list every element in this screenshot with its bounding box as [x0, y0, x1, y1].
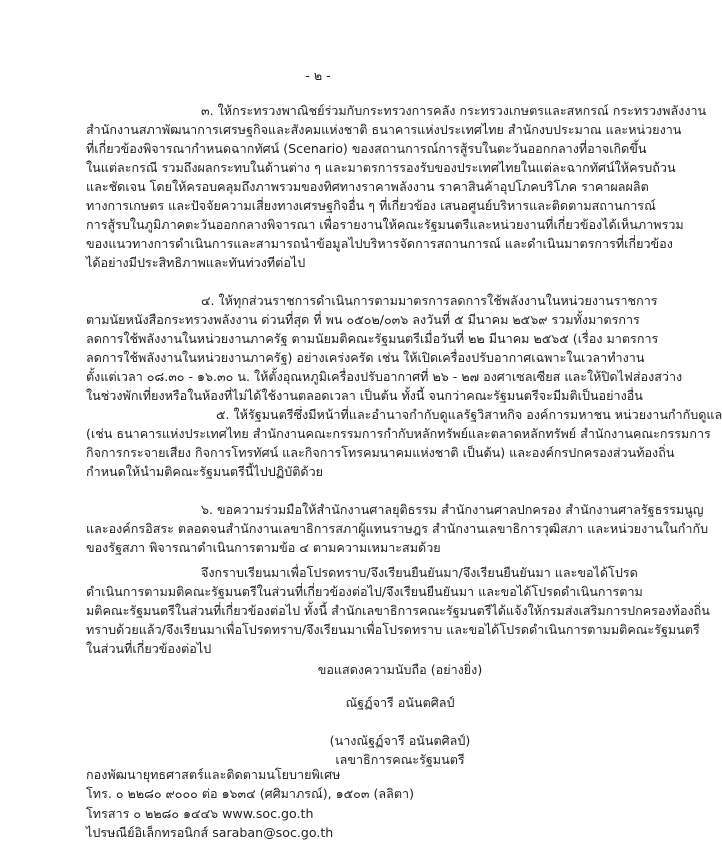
paragraph-line: กำหนดให้นำมติคณะรัฐมนตรีนี้ไปปฏิบัติด้วย: [86, 464, 324, 479]
paragraph-line: ๓. ให้กระทรวงพาณิชย์ร่วมกับกระทรวงการคลัง กระทรวงเกษตรและสหกรณ์ กระทรวงพลังงาน: [201, 103, 707, 118]
paragraph-6: [86, 500, 709, 557]
paragraph-line: (เช่น ธนาคารแห่งประเทศไทย สำนักงานคณะกรรมการกำกับหลักทรัพย์และตลาดหลักทรัพย์ สำนักงานคณะกรรมการ: [86, 426, 711, 441]
paragraph-line: ลดการใช้พลังงานในหน่วยงานภาครัฐ ตามนัยมติคณะรัฐมนตรีเมื่อวันที่ ๒๒ มีนาคม ๒๕๖๕ (เรื่อง มาตรการ: [86, 331, 659, 346]
paragraph-4: [86, 291, 683, 405]
paragraph-7: [86, 563, 710, 658]
paragraph-line: ในช่วงพักเที่ยงหรือในห้องที่ไม่ได้ใช้งานตลอดเวลา เป็นต้น ทั้งนี้ จนกว่าคณะรัฐมนตรีจะมีมติเป็นอย่างอื่น: [86, 388, 643, 403]
paragraph-line: ทราบด้วยแล้ว/จึงเรียนมาเพื่อโปรดทราบ/จึงเรียนมาเพื่อโปรดทราบ และขอได้โปรดดำเนินการตามมติคณะรัฐมนตรี: [86, 622, 700, 637]
paragraph-line: ๖. ขอความร่วมมือให้สำนักงานศาลยุติธรรม สำนักงานศาลปกครอง สำนักงานศาลรัฐธรรมนูญ: [201, 502, 704, 517]
paragraph-5: [86, 405, 722, 481]
paragraph-line: ๔. ให้ทุกส่วนราชการดำเนินการตามมาตรการลดการใช้พลังงานในหน่วยงานราชการ: [201, 293, 658, 308]
paragraph-line: สำนักงานสภาพัฒนาการเศรษฐกิจและสังคมแห่งชาติ ธนาคารแห่งประเทศไทย สำนักงบประมาณ และหน่วยงาน: [86, 122, 682, 137]
paragraph-line: ได้อย่างมีประสิทธิภาพและทันท่วงทีต่อไป: [86, 255, 306, 270]
page-number: - ๒ -: [305, 68, 331, 83]
paragraph-line: จึงกราบเรียนมาเพื่อโปรดทราบ/จึงเรียนยืนยันมา/จึงเรียนยืนยันมา และขอได้โปรด: [201, 565, 638, 580]
footer-email: ไปรษณีย์อิเล็กทรอนิกส์ saraban@soc.go.th: [86, 824, 334, 840]
paragraph-3: [86, 101, 707, 272]
paragraph-line: ที่เกี่ยวข้องพิจารณากำหนดฉากทัศน์ (Scenario) ของสถานการณ์การสู้รบในตะวันออกกลางที่อาจเกิดขึ้น: [86, 141, 647, 156]
paragraph-line: ของแนวทางการดำเนินการและสามารถนำข้อมูลไปบริหารจัดการสถานการณ์ และดำเนินมาตรการที่เกี่ยวข้อง: [86, 236, 673, 251]
paragraph-line: ตามนัยหนังสือกระทรวงพลังงาน ด่วนที่สุด ที่ พน ๐๕๐๒/๐๓๖ ลงวันที่ ๕ มีนาคม ๒๕๖๙ รวมทั้งมาตรการ: [86, 312, 640, 327]
paragraph-line: ดำเนินการตามมติคณะรัฐมนตรีในส่วนที่เกี่ยวข้องต่อไป/จึงเรียนยืนยันมา และขอได้โปรดดำเนินการตาม: [86, 584, 643, 599]
paragraph-line: การสู้รบในภูมิภาคตะวันออกกลางพิจารณา เพื่อรายงานให้คณะรัฐมนตรีและหน่วยงานที่เกี่ยวข้องได้เห็นภาพรวม: [86, 217, 684, 232]
footer-fax-website: โทรสาร ๐ ๒๒๘๐ ๑๔๔๖ www.soc.go.th: [86, 805, 314, 821]
paragraph-line: ของรัฐสภา พิจารณาดำเนินการตามข้อ ๔ ตามความเหมาะสมด้วย: [86, 540, 441, 555]
footer-contact: [86, 765, 414, 842]
paragraph-line: กิจการกระจายเสียง กิจการโทรทัศน์ และกิจการโทรคมนาคมแห่งชาติ เป็นต้น) และองค์กรปกครองส่วนท้องถิ่น: [86, 445, 675, 460]
paragraph-line: และชัดเจน โดยให้ครอบคลุมถึงภาพรวมของทิศทางราคาพลังงาน ราคาสินค้าอุปโภคบริโภค ราคาผลผลิต: [86, 179, 649, 194]
paragraph-line: ตั้งแต่เวลา ๐๘.๓๐ - ๑๖.๓๐ น. ให้ตั้งอุณหภูมิเครื่องปรับอากาศที่ ๒๖ - ๒๗ องศาเซลเซียส และให้ปิดไฟส่องสว่าง: [86, 369, 683, 384]
footer-phone: โทร. ๐ ๒๒๘๐ ๙๐๐๐ ต่อ ๑๖๓๔ (ศศิมาภรณ์), ๑๕๐๓ (ลลิตา): [86, 786, 414, 802]
signatory-title: เลขาธิการคณะรัฐมนตรี: [335, 752, 465, 767]
signature-name: ณัฐฏ์จารี อนันตศิลป์: [345, 695, 455, 710]
footer-division: กองพัฒนายุทธศาสตร์และติดตามนโยบายพิเศษ: [86, 767, 341, 782]
signatory-full-name: (นางณัฐฏ์จารี อนันตศิลป์): [329, 733, 471, 748]
paragraph-line: ลดการใช้พลังงานในหน่วยงานภาครัฐ) อย่างเคร่งครัด เช่น ให้เปิดเครื่องปรับอากาศเฉพาะในเวลาทำงาน: [86, 350, 645, 365]
paragraph-line: ในแต่ละกรณี รวมถึงผลกระทบในด้านต่าง ๆ และมาตรการรองรับของประเทศไทยในแต่ละฉากทัศน์ให้ครบถ้วน: [86, 160, 676, 175]
paragraph-line: ทางการเกษตร และปัจจัยความเสี่ยงทางเศรษฐกิจอื่น ๆ ที่เกี่ยวข้อง เสนอศูนย์บริหารและติดตามสถานการณ์: [86, 198, 656, 213]
paragraph-line: และองค์กรอิสระ ตลอดจนสำนักงานเลขาธิการสภาผู้แทนราษฎร สำนักงานเลขาธิการวุฒิสภา และหน่วยงานในกำกับ: [86, 521, 709, 536]
paragraph-line: ๕. ให้รัฐมนตรีซึ่งมีหน้าที่และอำนาจกำกับดูแลรัฐวิสาหกิจ องค์การมหาชน หน่วยงานกำกับดูแล: [216, 407, 722, 422]
paragraph-line: ในส่วนที่เกี่ยวข้องต่อไป: [86, 641, 212, 656]
paragraph-line: มติคณะรัฐมนตรีในส่วนที่เกี่ยวข้องต่อไป ทั้งนี้ สำนักเลขาธิการคณะรัฐมนตรีได้แจ้งให้กรมส่งเสริมการปกครองท้องถิ่น: [86, 603, 710, 618]
closing-salutation: ขอแสดงความนับถือ (อย่างยิ่ง): [317, 662, 483, 677]
